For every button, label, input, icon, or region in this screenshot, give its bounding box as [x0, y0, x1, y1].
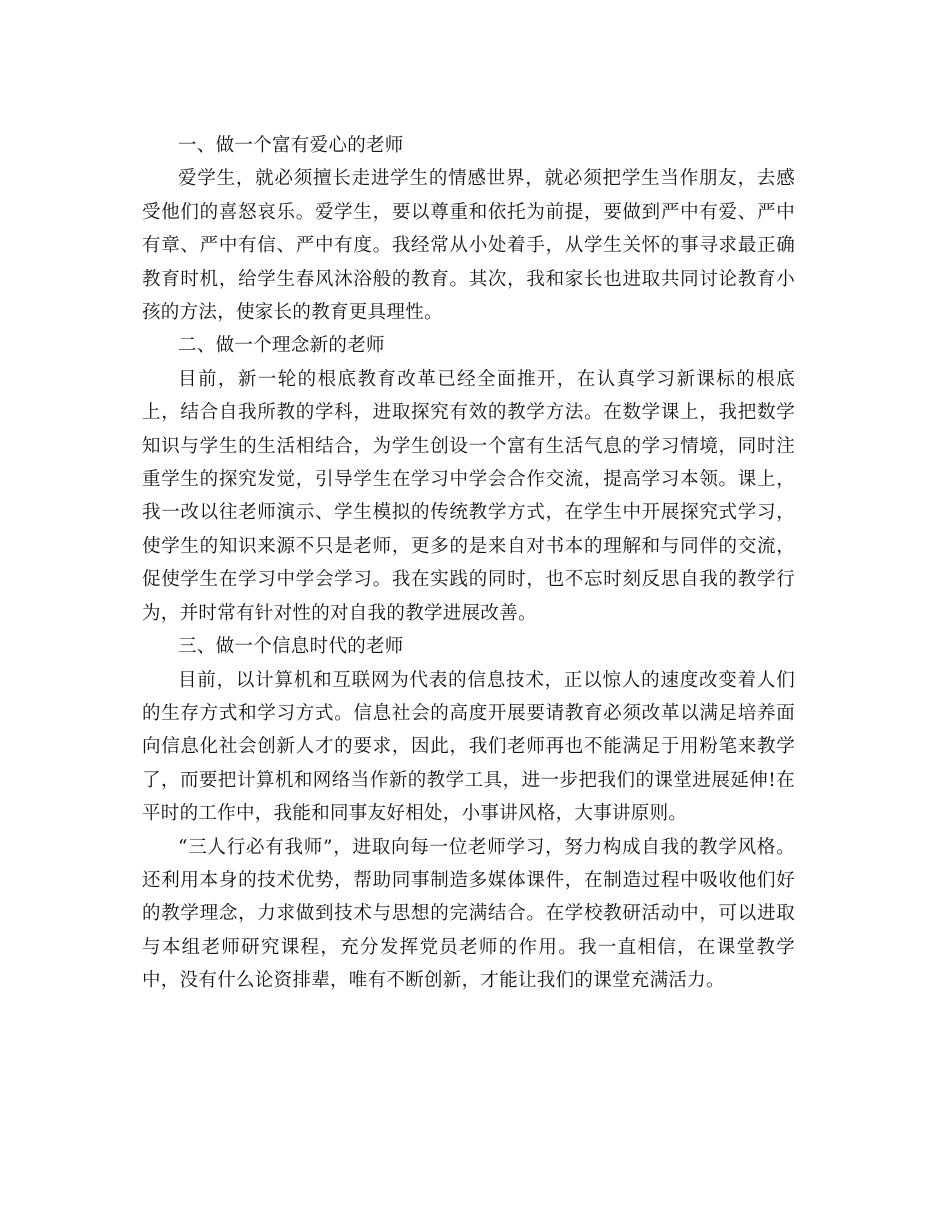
section-3-paragraph-1: 目前，以计算机和互联网为代表的信息技术，正以惊人的速度改变着人们的生存方式和学习方式。信息社会的高度开展要请教育必须改革以满足培养面向信息化社会创新人才的要求，因此，我们老师再也不能满足于用粉笔来教学了，而要把计算机和网络当作新的教学工具，进一步把我们的课堂进展延伸!在平时的工作中，我能和同事友好相处，小事讲风格，大事讲原则。 [142, 669, 795, 825]
section-heading-2: 二、做一个理念新的老师 [178, 335, 385, 357]
section-2-paragraph-1: 目前，新一轮的根底教育改革已经全面推开，在认真学习新课标的根底上，结合自我所教的学科，进取探究有效的教学方法。在数学课上，我把数学知识与学生的生活相结合，为学生创设一个富有生活气息的学习情境，同时注重学生的探究发觉，引导学生在学习中学会合作交流，提高学习本领。课上，我一改以往老师演示、学生模拟的传统教学方式，在学生中开展探究式学习，使学生的知识来源不只是老师，更多的是来自对书本的理解和与同伴的交流，促使学生在学习中学会学习。我在实践的同时，也不忘时刻反思自我的教学行为，并时常有针对性的对自我的教学进展改善。 [142, 368, 795, 624]
section-1-paragraph-1: 爱学生，就必须擅长走进学生的情感世界，就必须把学生当作朋友，去感受他们的喜怒哀乐。爱学生，要以尊重和依托为前提，要做到严中有爱、严中有章、严中有信、严中有度。我经常从小处着手，从学生关怀的事寻求最正确教育时机，给学生春风沐浴般的教育。其次，我和家长也进取共同讨论教育小孩的方法，使家长的教育更具理性。 [142, 168, 795, 324]
section-heading-3: 三、做一个信息时代的老师 [178, 636, 404, 658]
section-3-paragraph-2: “三人行必有我师”，进取向每一位老师学习，努力构成自我的教学风格。还利用本身的技术优势，帮助同事制造多媒体课件，在制造过程中吸收他们好的教学理念，力求做到技术与思想的完满结合。在学校教研活动中，可以进取与本组老师研究课程，充分发挥党员老师的作用。我一直相信，在课堂教学中，没有什么论资排辈，唯有不断创新，才能让我们的课堂充满活力。 [142, 836, 795, 992]
section-heading-1: 一、做一个富有爱心的老师 [178, 135, 404, 156]
